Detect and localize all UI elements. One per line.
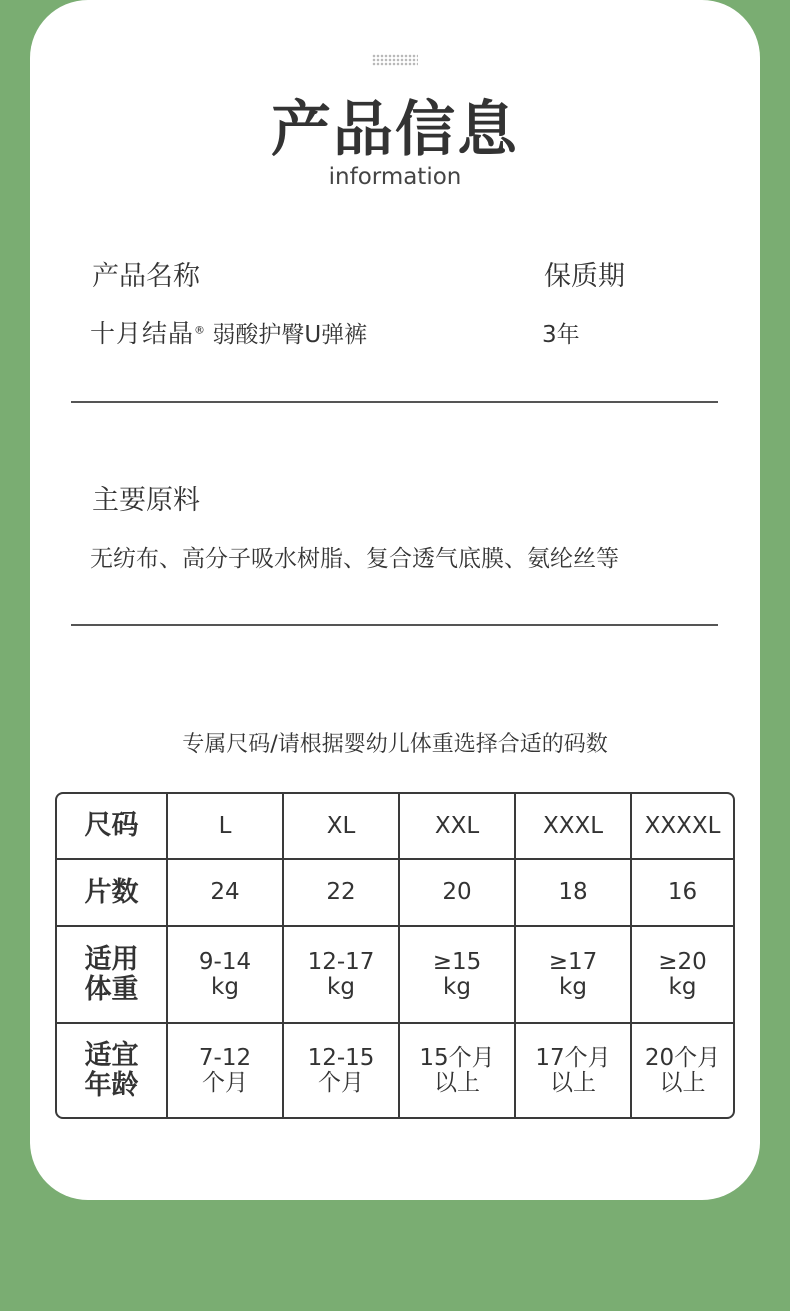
table-row <box>57 927 733 1024</box>
table-row-header <box>57 927 168 1024</box>
table-cell <box>516 1024 632 1117</box>
shelf-life-value: 3年 <box>542 322 580 348</box>
page-subtitle: information <box>328 164 462 190</box>
cell-text: kg <box>559 973 587 1000</box>
size-table <box>55 792 735 1119</box>
dot-grid-decoration <box>372 54 418 66</box>
table-row <box>57 860 733 927</box>
row-header-text: 体重 <box>84 973 139 1005</box>
table-cell <box>284 1024 400 1117</box>
cell-text: 24 <box>210 879 240 906</box>
cell-text: XXXL <box>542 812 604 839</box>
table-cell <box>400 1024 516 1117</box>
table-cell <box>516 860 632 927</box>
cell-text: kg <box>443 973 471 1000</box>
table-row-header <box>57 1024 168 1117</box>
table-cell <box>400 794 516 860</box>
table-cell <box>284 927 400 1024</box>
cell-text: 9-14 <box>198 948 252 975</box>
row-header-text: 尺码 <box>84 810 139 842</box>
table-cell <box>168 927 284 1024</box>
table-cell <box>400 927 516 1024</box>
table-cell <box>168 794 284 860</box>
cell-text: 15个月 <box>419 1044 495 1071</box>
row-header-text: 适宜 <box>84 1040 139 1072</box>
materials-label: 主要原料 <box>92 485 200 516</box>
shelf-life-label: 保质期 <box>544 261 625 292</box>
cell-text: 12-15 <box>307 1044 375 1071</box>
table-cell <box>632 1024 733 1117</box>
table-cell <box>284 860 400 927</box>
table-cell <box>516 927 632 1024</box>
cell-text: 17个月 <box>535 1044 611 1071</box>
cell-text: kg <box>211 973 239 1000</box>
cell-text: kg <box>668 973 697 1000</box>
materials-value: 无纺布、高分子吸水树脂、复合透气底膜、氨纶丝等 <box>90 546 619 572</box>
product-name-value <box>90 314 367 350</box>
product-name-text: 弱酸护臀U弹裤 <box>212 322 368 348</box>
table-cell <box>632 860 733 927</box>
cell-text: 以上 <box>550 1069 596 1096</box>
cell-text: 22 <box>326 879 356 906</box>
divider-bottom <box>71 624 718 626</box>
table-cell <box>400 860 516 927</box>
cell-text: ≥17 <box>548 948 598 975</box>
cell-text: 以上 <box>434 1069 480 1096</box>
cell-text: 7-12 <box>198 1044 252 1071</box>
divider-top <box>71 401 718 403</box>
table-cell <box>632 927 733 1024</box>
row-header-text: 片数 <box>84 876 139 908</box>
cell-text: kg <box>327 973 355 1000</box>
cell-text: 20个月 <box>644 1044 721 1071</box>
cell-text: 以上 <box>659 1069 706 1096</box>
cell-text: ≥20 <box>658 948 707 975</box>
cell-text: 个月 <box>318 1069 364 1096</box>
cell-text: 20 <box>442 879 472 906</box>
cell-text: ≥15 <box>432 948 482 975</box>
cell-text: 18 <box>558 879 588 906</box>
table-cell <box>632 794 733 860</box>
registered-mark: ® <box>194 323 206 337</box>
product-name-label: 产品名称 <box>92 261 200 292</box>
page-title: 产品信息 <box>271 95 519 165</box>
table-cell <box>168 1024 284 1117</box>
cell-text: XXXXL <box>644 812 721 839</box>
cell-text: 16 <box>667 879 698 906</box>
cell-text: 个月 <box>202 1069 248 1096</box>
size-caption: 专属尺码/请根据婴幼儿体重选择合适的码数 <box>182 732 608 757</box>
table-row <box>57 794 733 860</box>
table-row <box>57 1024 733 1117</box>
table-cell <box>168 860 284 927</box>
cell-text: 12-17 <box>307 948 375 975</box>
row-header-text: 适用 <box>84 944 139 976</box>
table-cell <box>284 794 400 860</box>
row-header-text: 年龄 <box>84 1069 139 1101</box>
table-row-header <box>57 794 168 860</box>
table-row-header <box>57 860 168 927</box>
cell-text: XL <box>326 812 356 839</box>
table-cell <box>516 794 632 860</box>
cell-text: L <box>218 812 232 839</box>
brand-logo-text: 十月结晶 <box>90 319 195 348</box>
cell-text: XXL <box>434 812 480 839</box>
